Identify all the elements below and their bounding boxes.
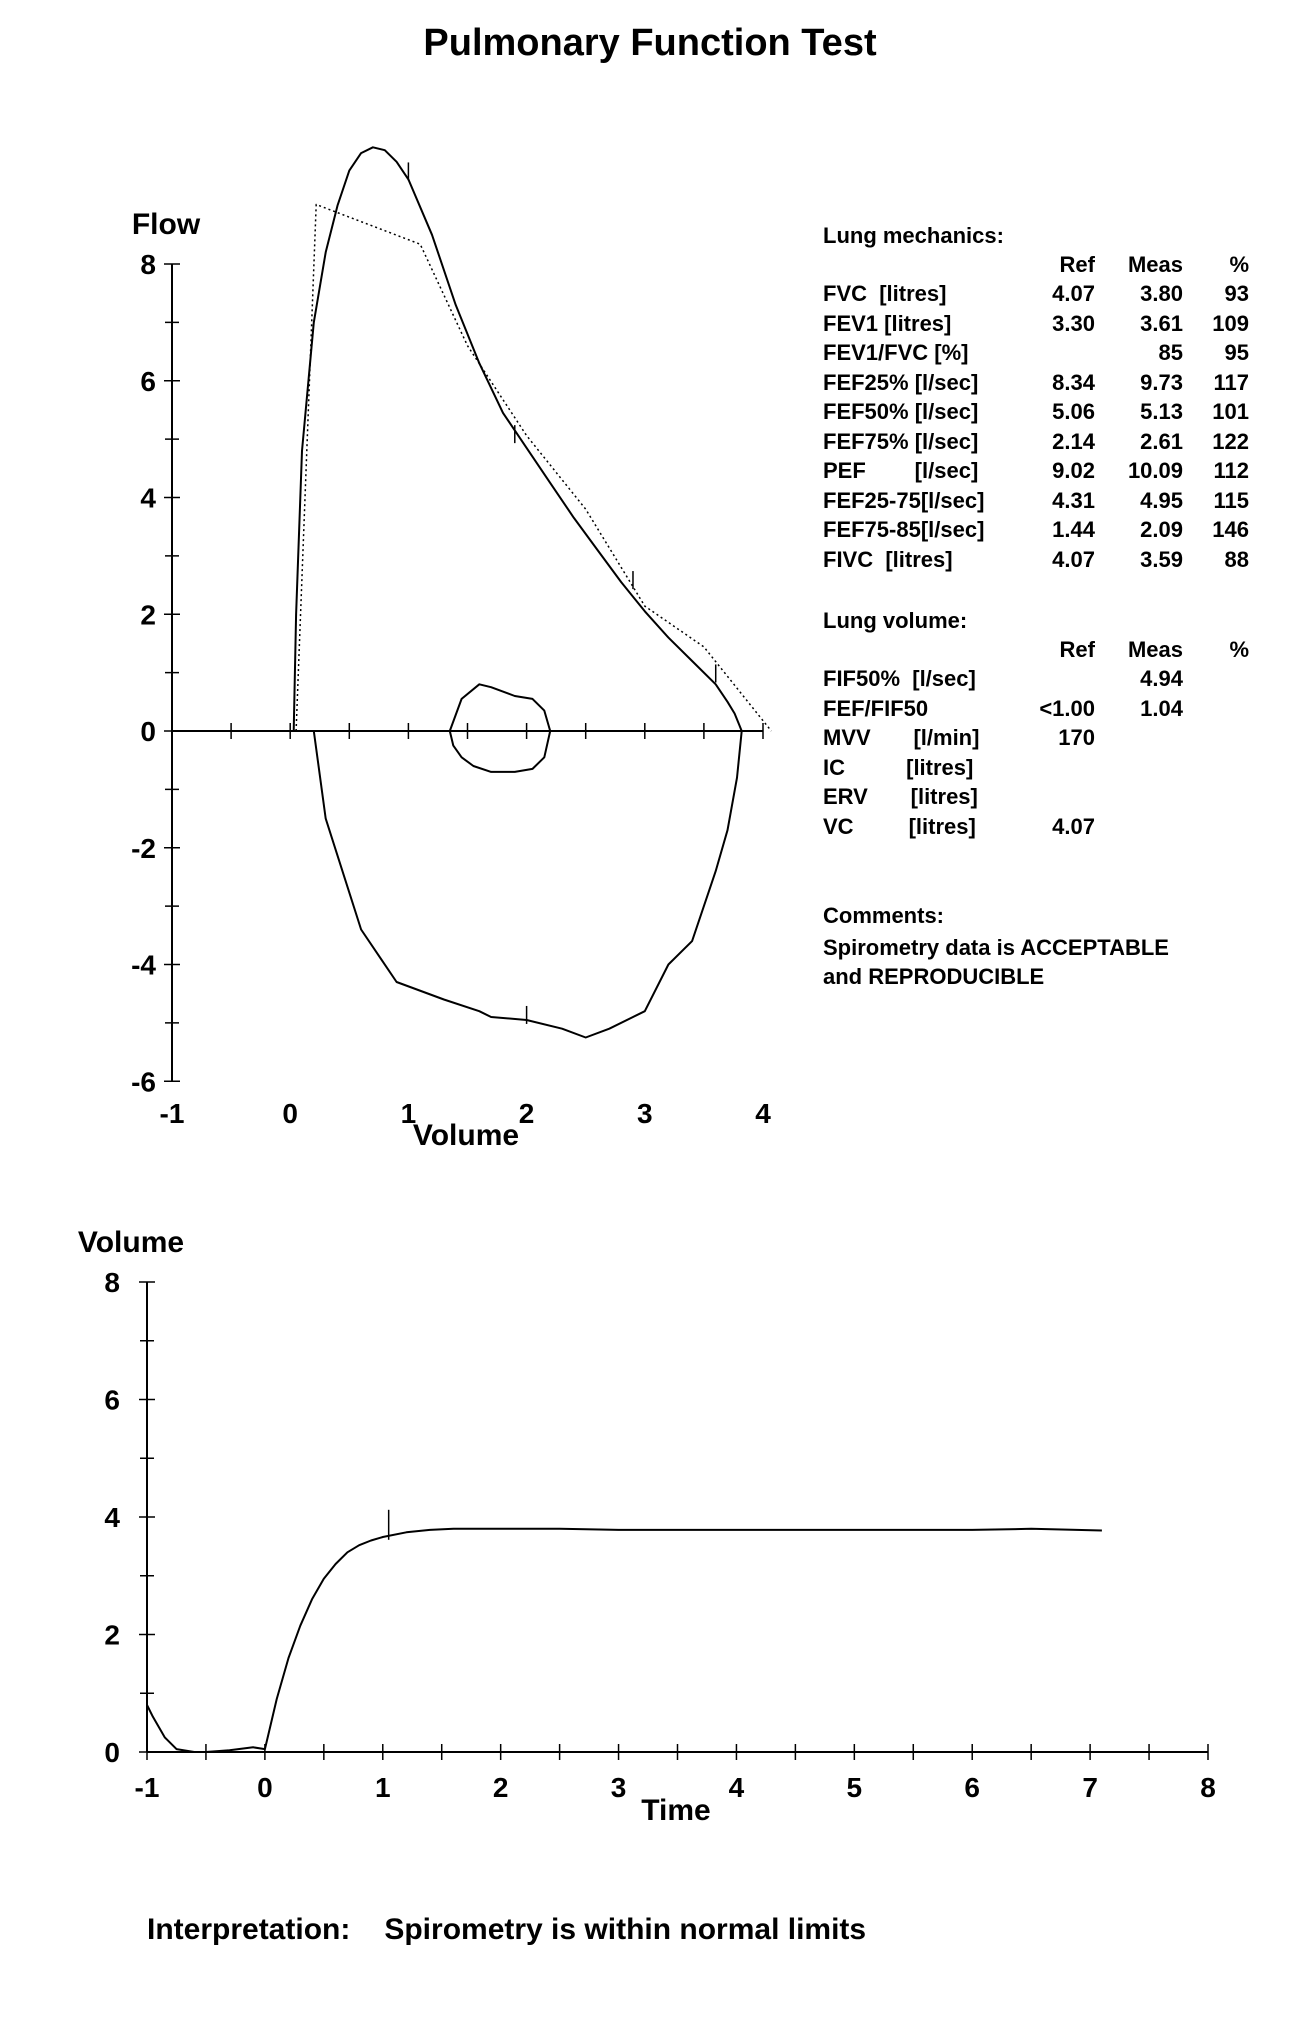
flow-volume-chart [131,147,771,1152]
value-cell: <1.00 [1039,695,1095,721]
parameter-label: ERV [litres] [823,784,978,810]
x-tick-label: 1 [374,1772,391,1803]
x-tick-label: 5 [846,1772,863,1803]
column-header [823,635,1025,665]
value-cell: 4.07 [1052,813,1095,839]
value-cell: 9.02 [1052,458,1095,484]
column-header: Ref [1059,251,1095,277]
y-tick-label: 2 [104,1619,120,1651]
table-row [823,783,1249,813]
table-row [823,516,1249,546]
y-tick-label: -6 [131,1066,156,1098]
value-cell [1183,753,1249,783]
x-axis-title: Time [641,1794,711,1827]
y-tick-label: 4 [140,482,156,514]
interpretation-text: Spirometry is within normal limits [384,1913,867,1946]
comments-body [823,933,1169,991]
value-cell [1025,339,1095,369]
value-cell: 3.30 [1052,310,1095,336]
x-tick-label: 6 [964,1772,981,1803]
x-tick-label: 0 [282,1098,298,1129]
x-tick-label: 3 [610,1772,627,1803]
column-header: Meas [1127,251,1183,277]
lung-mechanics-title: Lung mechanics: [823,223,1004,248]
y-tick-label: 2 [140,599,156,631]
value-cell: 5.06 [1052,399,1095,425]
x-tick-label: 2 [518,1098,535,1129]
comments-title: Comments: [823,903,945,928]
column-header: % [1229,636,1249,662]
value-cell: 4.95 [1140,487,1183,513]
value-cell: 8.34 [1052,369,1095,395]
table-row [823,486,1249,516]
value-cell: 4.07 [1052,281,1095,307]
x-tick-label: 3 [637,1098,653,1129]
lung-volume-title: Lung volume: [823,608,968,633]
x-tick-label: 1 [400,1098,417,1129]
volume-time-chart [78,1226,1216,1827]
value-cell [1183,724,1249,754]
value-cell: 117 [1213,369,1249,395]
lung-mechanics-table [823,250,1249,575]
value-cell: 5.13 [1140,399,1183,425]
y-axis-title: Volume [77,1226,185,1259]
measured-curve [294,147,742,731]
value-cell: 112 [1213,458,1249,484]
value-cell: 85 [1158,340,1183,366]
parameter-label: FEV1/FVC [%] [823,340,969,366]
interpretation-label: Interpretation: [147,1913,351,1946]
table-row [823,753,1249,783]
parameter-label: FIF50% [l/sec] [823,666,976,692]
table-row [823,812,1249,842]
x-tick-label: 4 [755,1098,771,1129]
value-cell [1183,665,1249,695]
value-cell [1183,694,1249,724]
table-row [823,724,1249,754]
value-cell: 1.04 [1140,695,1183,721]
table-row [823,339,1249,369]
y-tick-label: 4 [104,1502,120,1533]
y-tick-label: 8 [104,1267,120,1298]
measured-curve [450,684,550,772]
y-tick-label: -2 [131,832,156,864]
column-header: Meas [1127,636,1183,662]
value-cell: 109 [1212,310,1249,336]
y-tick-label: 0 [140,716,156,747]
x-axis-title: Volume [412,1119,520,1152]
column-header [823,250,1025,280]
parameter-label: FEF/FIF50 [823,695,929,721]
x-tick-label: 4 [728,1772,745,1803]
value-cell: 2.61 [1140,428,1183,454]
value-cell: 3.59 [1140,546,1183,572]
value-cell: 101 [1212,399,1249,425]
x-tick-label: 0 [257,1772,273,1803]
value-cell: 10.09 [1127,458,1183,484]
parameter-label: FEF25% [l/sec] [823,369,979,395]
value-cell [1095,783,1183,813]
lung-volume-table [823,635,1249,842]
y-tick-label: -4 [131,949,156,981]
table-row [823,309,1249,339]
parameter-label: FEV1 [litres] [823,310,952,336]
value-cell: 95 [1224,340,1249,366]
parameter-label: PEF [l/sec] [823,458,979,484]
table-row [823,398,1249,428]
comment-line: Spirometry data is ACCEPTABLE [823,935,1169,960]
value-cell [1095,753,1183,783]
table-row [823,665,1249,695]
table-row [823,280,1249,310]
value-cell [1183,783,1249,813]
value-cell: 2.09 [1140,517,1183,543]
measured-curve [314,731,742,1038]
y-tick-label: 6 [104,1384,120,1416]
value-cell: 115 [1213,487,1249,513]
value-cell: 2.14 [1052,428,1095,454]
value-cell: 93 [1224,281,1249,307]
parameter-label: IC [litres] [823,754,974,780]
value-cell: 4.07 [1052,546,1095,572]
y-tick-label: 8 [140,249,156,280]
report-title: Pulmonary Function Test [423,22,877,64]
value-cell: 3.61 [1140,310,1183,336]
x-tick-label: 2 [492,1772,509,1803]
column-header: Ref [1059,636,1095,662]
value-cell: 4.31 [1052,487,1095,513]
comment-line: and REPRODUCIBLE [823,964,1045,989]
value-cell: 122 [1212,428,1249,454]
interpretation [147,1913,866,1947]
table-row [823,457,1249,487]
value-cell [1095,812,1183,842]
reference-curve [296,205,771,732]
y-tick-label: 6 [140,365,156,397]
y-tick-label: 0 [104,1737,120,1768]
value-cell [1025,665,1095,695]
parameter-label: FVC [litres] [823,281,947,307]
value-cell: 146 [1212,517,1249,543]
parameter-label: FEF75% [l/sec] [823,428,979,454]
parameter-label: MVV [l/min] [823,725,980,751]
value-cell: 9.73 [1140,369,1183,395]
x-tick-label: 8 [1200,1772,1216,1803]
table-row [823,694,1249,724]
parameter-label: FEF75-85[l/sec] [823,517,985,543]
table-row [823,545,1249,575]
column-header: % [1229,251,1249,277]
parameter-label: FIVC [litres] [823,546,953,572]
value-cell [1095,724,1183,754]
x-tick-label: 7 [1082,1772,1098,1803]
value-cell: 1.44 [1052,517,1095,543]
value-cell [1183,812,1249,842]
table-row [823,427,1249,457]
parameter-label: FEF25-75[l/sec] [823,487,985,513]
value-cell: 4.94 [1140,666,1183,692]
value-cell: 170 [1058,725,1095,751]
value-cell [1025,783,1095,813]
value-cell: 88 [1224,546,1249,572]
measured-curve [147,1529,1102,1752]
value-cell [1025,753,1095,783]
value-cell: 3.80 [1140,281,1183,307]
x-tick-label: -1 [159,1098,185,1129]
parameter-label: FEF50% [l/sec] [823,399,979,425]
y-axis-title: Flow [131,208,201,241]
x-tick-label: -1 [134,1772,160,1803]
table-row [823,368,1249,398]
parameter-label: VC [litres] [823,813,976,839]
